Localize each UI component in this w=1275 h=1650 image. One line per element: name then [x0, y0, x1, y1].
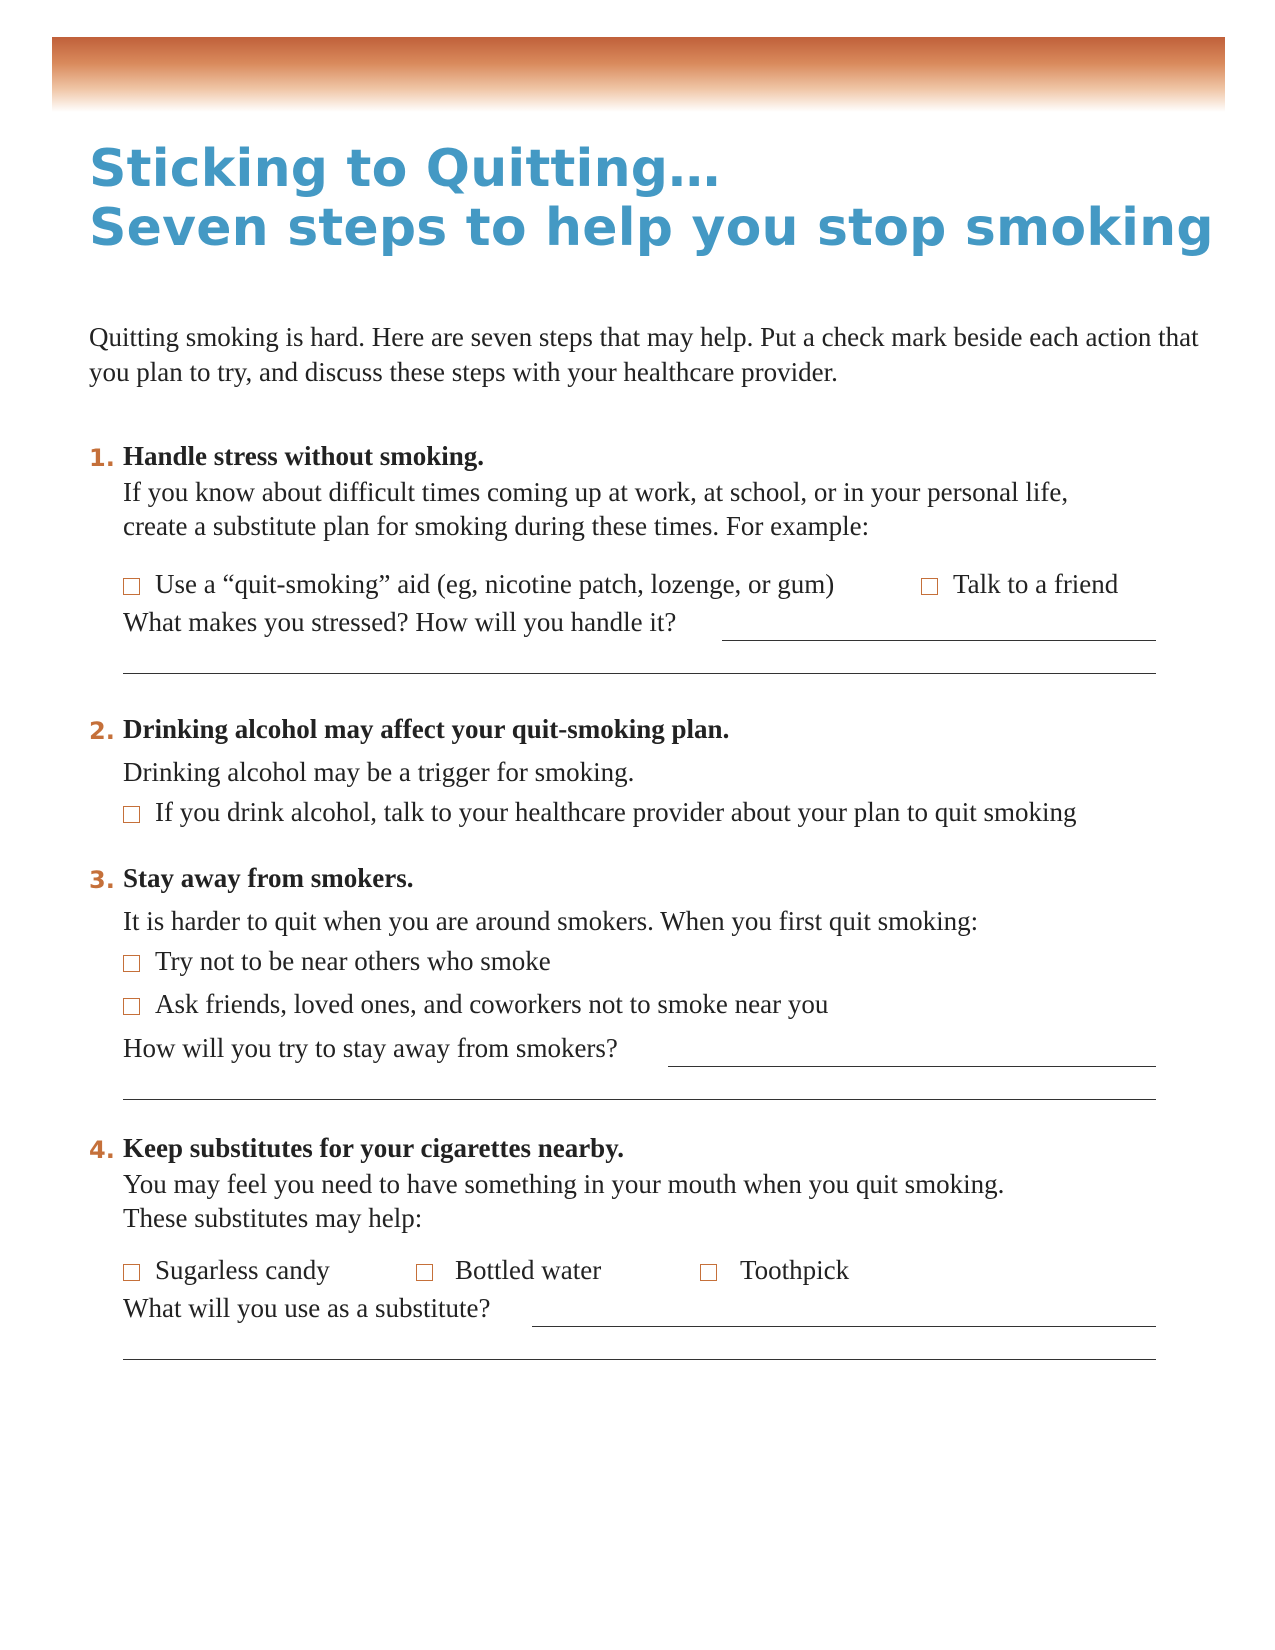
step-2-title: Drinking alcohol may affect your quit-smoking plan.: [123, 714, 730, 744]
step-3-option-1-label: Try not to be near others who smoke: [155, 946, 551, 976]
step-4-answer-line-2[interactable]: [123, 1359, 1156, 1360]
step-3-text-1: It is harder to quit when you are around smokers. When you first quit smoking:: [123, 906, 979, 936]
step-3-title: Stay away from smokers.: [123, 863, 414, 893]
step-4-option-3-checkbox[interactable]: [700, 1264, 717, 1281]
step-1-option-1-label: Use a “quit-smoking” aid (eg, nicotine patch, lozenge, or gum): [155, 569, 835, 599]
step-4-text-2: These substitutes may help:: [123, 1203, 423, 1233]
step-4-title: Keep substitutes for your cigarettes nearby.: [123, 1133, 624, 1163]
step-4-question: What will you use as a substitute?: [123, 1293, 491, 1323]
step-1-title: Handle stress without smoking.: [123, 441, 485, 471]
step-3-number: 3.: [89, 866, 115, 894]
page-title: [89, 140, 1214, 258]
step-3-question: How will you try to stay away from smokers?: [123, 1033, 618, 1063]
step-3-option-2-checkbox[interactable]: [123, 998, 140, 1015]
step-3-option-1-checkbox[interactable]: [123, 955, 140, 972]
step-3-option-2-label: Ask friends, loved ones, and coworkers not to smoke near you: [155, 989, 829, 1019]
header-band: [52, 37, 1225, 112]
step-2-option-1-label: If you drink alcohol, talk to your healthcare provider about your plan to quit smoking: [155, 797, 1077, 827]
step-4-option-1-label: Sugarless candy: [155, 1255, 330, 1285]
step-4-number: 4.: [89, 1136, 115, 1164]
title-line-2: Seven steps to help you stop smoking: [89, 198, 1214, 258]
step-4-option-2-label: Bottled water: [455, 1255, 602, 1285]
step-3-answer-line-1[interactable]: [668, 1066, 1156, 1067]
step-3-answer-line-2[interactable]: [123, 1099, 1156, 1100]
step-4-option-1-checkbox[interactable]: [123, 1264, 140, 1281]
step-1-number: 1.: [89, 444, 115, 472]
step-1-answer-line-1[interactable]: [722, 640, 1156, 641]
intro-paragraph: Quitting smoking is hard. Here are seven steps that may help. Put a check mark beside each action that you plan to try, and discuss these steps with your healthcare provider.: [89, 322, 1199, 387]
step-1-answer-line-2[interactable]: [123, 673, 1156, 674]
step-4-option-3-label: Toothpick: [740, 1255, 850, 1285]
step-1-question: What makes you stressed? How will you handle it?: [123, 607, 677, 637]
step-1-option-2-label: Talk to a friend: [953, 569, 1119, 599]
step-4-option-2-checkbox[interactable]: [416, 1264, 433, 1281]
step-2-text-1: Drinking alcohol may be a trigger for smoking.: [123, 757, 635, 787]
step-2-number: 2.: [89, 717, 115, 745]
step-1-text-2: create a substitute plan for smoking during these times. For example:: [123, 511, 870, 541]
step-2-option-1-checkbox[interactable]: [123, 806, 140, 823]
step-1-option-1-checkbox[interactable]: [123, 578, 140, 595]
step-1-option-2-checkbox[interactable]: [921, 578, 938, 595]
step-4-answer-line-1[interactable]: [532, 1326, 1156, 1327]
step-4-text-1: You may feel you need to have something in your mouth when you quit smoking.: [123, 1169, 1005, 1199]
title-line-1: Sticking to Quitting…: [89, 139, 721, 199]
step-1-text-1: If you know about difficult times coming up at work, at school, or in your personal life,: [123, 477, 1069, 507]
